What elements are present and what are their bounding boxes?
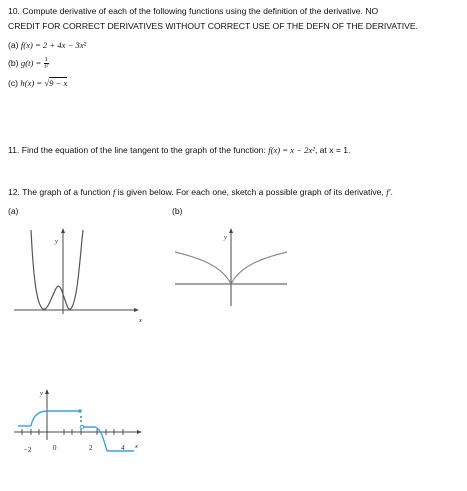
q10-part-b-label: (b) [8, 57, 19, 68]
q11-function: f(x) = x − 2x² [268, 145, 315, 155]
q10-part-a-label: (a) [8, 40, 19, 50]
q12-text-mid: is given below. For each one, sketch a possible graph of its derivative, [115, 187, 387, 197]
graph-c-x-arrow [137, 430, 142, 434]
graph-c-tick-label: 4 [121, 444, 125, 452]
q12-text-start: 12. The graph of a function [8, 187, 113, 197]
graph-c-falling-curve [83, 427, 107, 451]
graph-c-x-label: x [135, 443, 138, 450]
q10-line1: 10. Compute derivative of each of the following functions using the definition of the derivative. NO [8, 6, 379, 16]
q10-part-b-numerator: 1 [44, 56, 48, 63]
q10-part-c-radicand: 9 − x [49, 78, 68, 88]
q12-part-b-label: (b) [172, 206, 183, 216]
q10-part-c-label: (c) [8, 78, 19, 88]
q12-part-a-label: (a) [8, 206, 19, 216]
graph-a-x-label: x [139, 317, 142, 324]
graph-b-y-label: y [224, 234, 227, 241]
graph-c-y-arrow [45, 389, 49, 394]
graph-c-dot [80, 416, 82, 418]
q12-f: f [112, 187, 116, 197]
q10-part-b-denominator: t² [44, 63, 49, 70]
q12-text-end: . [390, 187, 393, 197]
graph-c-tick-label: 0 [53, 444, 57, 452]
graph-c-closed-point [78, 409, 82, 413]
graph-c-tick-label: 2 [89, 444, 93, 452]
q11-text-end: , at x = 1. [314, 145, 351, 155]
q11-text-start: 11. Find the equation of the line tangent to the graph of the function: [8, 145, 269, 155]
graph-c-rising-arc [31, 411, 79, 426]
graph-c-dot [80, 420, 82, 422]
graph-c-y-label: y [40, 390, 43, 397]
q10-line2: CREDIT FOR CORRECT DERIVATIVES WITHOUT CORRECT USE OF THE DEFN OF THE DERIVATIVE. [8, 21, 418, 31]
q12-fprime: f′ [386, 187, 391, 197]
graph-c-tick-label: −2 [24, 446, 32, 454]
q10-part-b-lhs: g(t) = [20, 57, 42, 68]
q10-part-a-expr: f(x) = 2 + 4x − 3x² [20, 40, 87, 50]
graph-a-y-label: y [55, 238, 58, 245]
q10-part-c-lhs: h(x) = √ [20, 78, 50, 88]
